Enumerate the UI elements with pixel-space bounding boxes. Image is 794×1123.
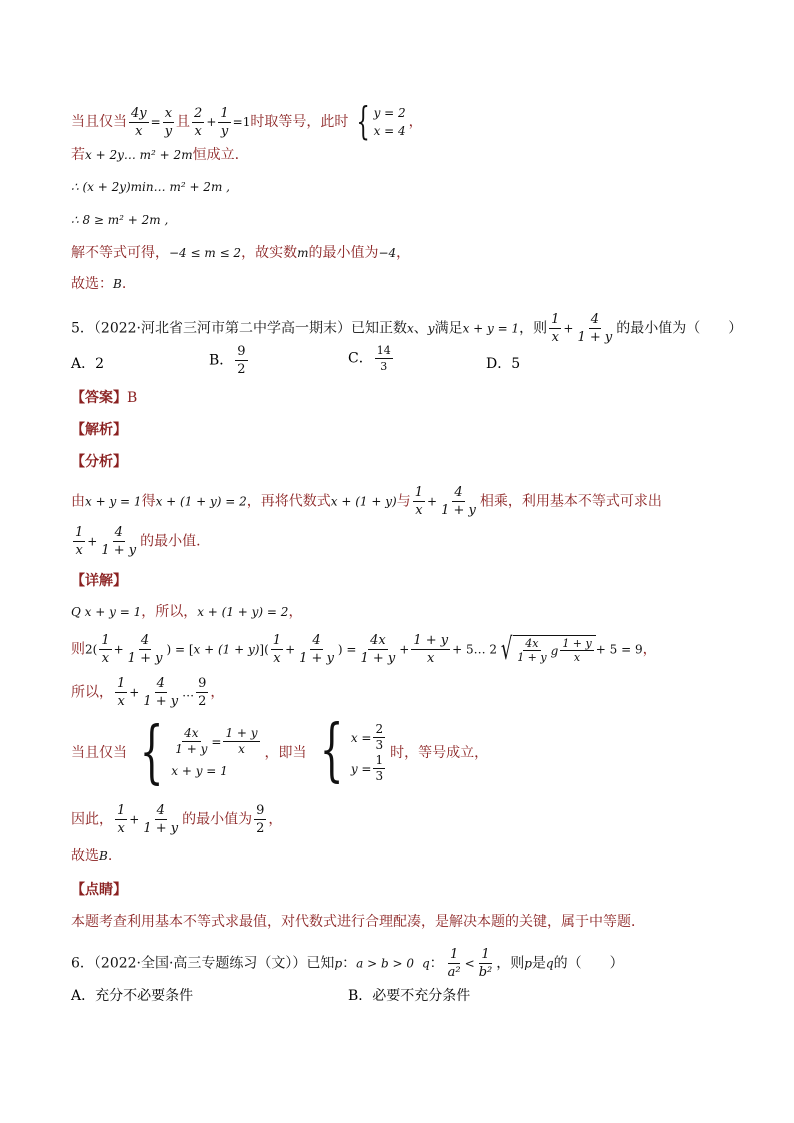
q6-option-a: A．充分不必要条件 bbox=[71, 988, 194, 1004]
q6-option-b: B．必要不充分条件 bbox=[348, 988, 471, 1004]
detail-line-5: 因此， $\frac{1}{x}$ + $\frac{4}{1 + y}$ 的最小值为 $\frac{9}{2}$ ， bbox=[71, 803, 283, 836]
analysis-heading: 【解析】 bbox=[71, 422, 127, 438]
fenxi-line-2: $\frac{1}{x}$ + $\frac{4}{1 + y}$ 的最小值. bbox=[75, 525, 201, 558]
option-c: C． $\frac{14}{3}$ bbox=[348, 344, 391, 373]
line-therefore-8: ∴ 8 ≥ m² + 2m , bbox=[71, 213, 169, 227]
line-solve-inequality: 解不等式可得，−4 ≤ m ≤ 2，故实数m的最小值为−4， bbox=[71, 245, 411, 261]
fraction-1-plus-y-over-x-root: $\frac{1 + y}{x}$ bbox=[562, 637, 592, 664]
detail-line-4: 当且仅当 { $\frac{4x}{1 + y}$ = $\frac{1 + y}{x}$ x + y = 1 ，即当 { x = $\frac{2}{3}$ y = $\frac{1}{3}$ 时，等号成立， bbox=[71, 711, 489, 792]
line-constant-holds: 若x + 2y… m² + 2m恒成立. bbox=[71, 147, 240, 163]
fraction-9-over-2: $\frac{9}{2}$ bbox=[237, 344, 246, 377]
fraction-1-over-a-squared: $\frac{1}{\text{a²}}$ bbox=[447, 947, 461, 980]
fraction-1-over-x-d: $\frac{1}{x}$ bbox=[101, 633, 110, 666]
fraction-9-over-2-b: $\frac{9}{2}$ bbox=[198, 676, 207, 709]
system-equality-condition: { $\frac{4x}{1 + y}$ = $\frac{1 + y}{x}$ x + y = 1 bbox=[139, 713, 258, 792]
fraction-1-over-b-squared: $\frac{1}{\text{b²}}$ bbox=[478, 947, 493, 980]
fraction-4-over-1-plus-y-f: $\frac{4}{1 + y}$ bbox=[143, 676, 179, 709]
answer-line: 【答案】B bbox=[71, 390, 138, 406]
dianjing-heading: 【点睛】 bbox=[71, 882, 127, 898]
detail-line-1: Q x + y = 1，所以，x + (1 + y) = 2， bbox=[71, 604, 303, 620]
fraction-4-over-1-plus-y-e: $\frac{4}{1 + y}$ bbox=[299, 633, 334, 666]
detail-line-3: 所以， $\frac{1}{x}$ + $\frac{4}{1 + y}$ … $\frac{9}{2}$ ， bbox=[71, 676, 225, 709]
fenxi-heading: 【分析】 bbox=[71, 454, 127, 470]
fenxi-line-1: 由x + y = 1得x + (1 + y) = 2，再将代数式x + (1 + y)与 $\frac{1}{x}$ + $\frac{4}{1 + y}$ 相乘，利用基本不等式可求出 bbox=[71, 485, 662, 518]
square-root: √ $\frac{4x}{1 + y}$ g $\frac{1 + y}{x}$ bbox=[497, 635, 596, 664]
fraction-4-over-1-plus-y-c: $\frac{4}{1 + y}$ bbox=[101, 525, 137, 558]
fraction-4y-over-x: $\frac{4y}{x}$ bbox=[131, 105, 147, 139]
line-equality-condition: 当且仅当 $\frac{4y}{x}$ = $\frac{x}{y}$ 且 $\frac{2}{x}$ + $\frac{1}{y}$ =1时取等号，此时 { y = 2 x = 4 ， bbox=[71, 99, 423, 143]
fraction-1-over-x-c: $\frac{1}{x}$ bbox=[75, 525, 84, 558]
question-6-stem: 6．（2022·全国·高三专题练习（文））已知p：a > b > 0 q： $\frac{1}{\text{a²}}$ < $\frac{1}{\text{b²}}$ ，则p是q的（ ） bbox=[71, 947, 624, 980]
fraction-9-over-2-c: $\frac{9}{2}$ bbox=[256, 803, 265, 836]
system-solution: { x = $\frac{2}{3}$ y = $\frac{1}{3}$ bbox=[319, 711, 384, 790]
fraction-2-over-x: $\frac{2}{x}$ bbox=[194, 105, 203, 139]
detail-line-2: 则2( $\frac{1}{x}$ + $\frac{4}{1 + y}$ ) = [x + (1 + y)]( $\frac{1}{x}$ + $\frac{4}{1 + y}$ ) = $\frac{4x}{1 + y}$ + $\frac{1 + y}{x}$ + 5… 2 √ $\frac{4x}{1 + y}$ g $\frac{1 + y}{x}$ + 5 = 9， bbox=[71, 631, 657, 667]
fraction-14-over-3: $\frac{14}{3}$ bbox=[376, 344, 391, 373]
detail-line-6: 故选B. bbox=[71, 848, 113, 864]
dianjing-text: 本题考查利用基本不等式求最值，对代数式进行合理配凑，是解决本题的关键，属于中等题． bbox=[71, 914, 645, 930]
fraction-1-over-x-f: $\frac{1}{x}$ bbox=[117, 676, 126, 709]
system-y2-x4: { y = 2 x = 4 bbox=[356, 99, 406, 143]
fraction-4x-over-1-plus-y-root: $\frac{4x}{1 + y}$ bbox=[517, 637, 547, 664]
fraction-1-over-x-e: $\frac{1}{x}$ bbox=[272, 633, 282, 666]
option-a: A．2 bbox=[71, 356, 105, 372]
fraction-1-over-x-g: $\frac{1}{x}$ bbox=[117, 803, 126, 836]
fraction-1-plus-y-over-x: $\frac{1 + y}{x}$ bbox=[413, 633, 449, 666]
fraction-4-over-1-plus-y-g: $\frac{4}{1 + y}$ bbox=[143, 803, 179, 836]
fraction-4-over-1-plus-y-d: $\frac{4}{1 + y}$ bbox=[127, 633, 163, 666]
fraction-x-over-y: $\frac{x}{y}$ bbox=[164, 105, 173, 139]
fraction-1-over-y: $\frac{1}{y}$ bbox=[220, 105, 229, 139]
fraction-1-over-x: $\frac{1}{x}$ bbox=[551, 312, 560, 345]
fraction-4-over-1-plus-y-b: $\frac{4}{1 + y}$ bbox=[441, 485, 476, 518]
line-therefore-min: ∴ (x + 2y)min… m² + 2m , bbox=[71, 180, 230, 194]
detail-heading: 【详解】 bbox=[71, 573, 127, 589]
option-d: D．5 bbox=[486, 356, 521, 372]
line-choose-b: 故选：B. bbox=[71, 276, 127, 292]
question-5-stem: 5．（2022·河北省三河市第二中学高一期末）已知正数x、y满足x + y = 1，则 $\frac{1}{x}$ + $\frac{4}{1 + y}$ 的最小值为（ ） bbox=[71, 312, 743, 345]
option-b: B． $\frac{9}{2}$ bbox=[209, 344, 246, 377]
fraction-4-over-1-plus-y: $\frac{4}{1 + y}$ bbox=[577, 312, 613, 345]
fraction-4x-over-1-plus-y: $\frac{4x}{1 + y}$ bbox=[360, 633, 396, 666]
fraction-1-over-x-b: $\frac{1}{x}$ bbox=[414, 485, 423, 518]
